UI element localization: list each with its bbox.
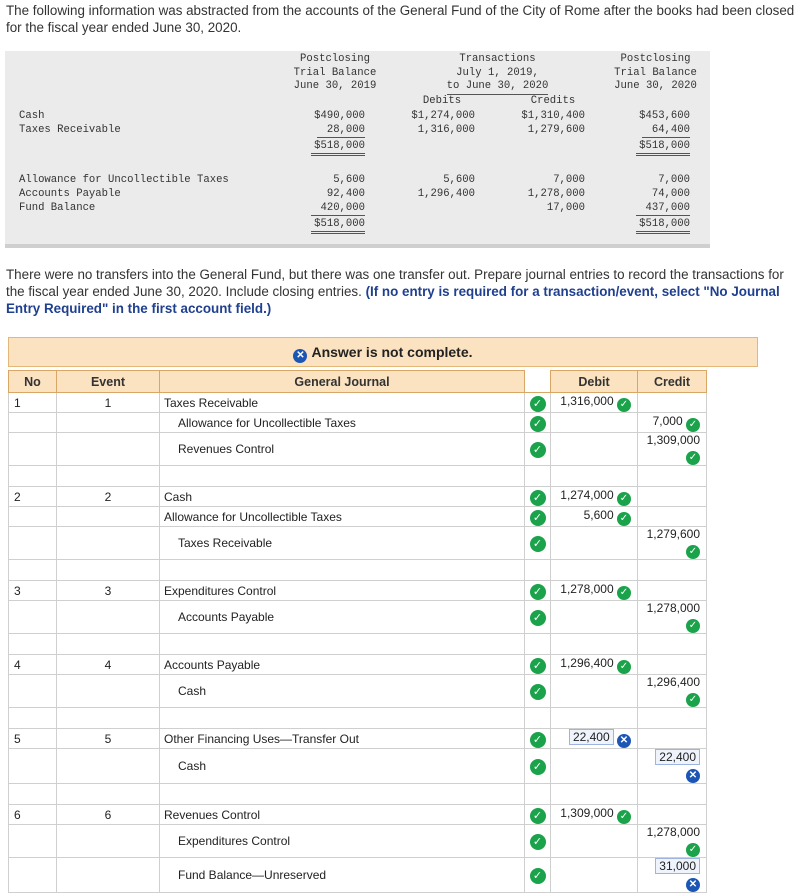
- tb-pre-total-debits: $518,000: [311, 139, 365, 156]
- blank-cell: [160, 708, 525, 729]
- credit-amount: 1,278,000: [646, 601, 700, 615]
- journal-row: [9, 527, 707, 560]
- blank-cell: [551, 784, 638, 805]
- tb-dr-cash: $1,274,000: [411, 110, 475, 122]
- debit-field[interactable]: [551, 487, 638, 507]
- debit-field[interactable]: [551, 729, 638, 749]
- account-field[interactable]: Expenditures Control: [160, 825, 525, 858]
- check-icon: ✓: [530, 610, 546, 626]
- tb-pre-total-credits: $518,000: [311, 217, 365, 234]
- account-field[interactable]: Revenues Control: [160, 433, 525, 466]
- tb-pre-allowance: 5,600: [333, 174, 365, 186]
- error-x-icon: ✕: [686, 769, 700, 783]
- check-icon: ✓: [530, 808, 546, 824]
- debit-amount: 1,309,000: [560, 805, 614, 820]
- event-cell[interactable]: [57, 749, 160, 784]
- account-field[interactable]: Expenditures Control: [160, 581, 525, 601]
- entry-number: [9, 749, 57, 784]
- event-cell[interactable]: 5: [57, 729, 160, 749]
- entry-number: 5: [9, 729, 57, 749]
- entry-number: [9, 413, 57, 433]
- entry-number: 3: [9, 581, 57, 601]
- check-icon: ✓: [617, 512, 631, 526]
- blank-cell: [9, 708, 57, 729]
- event-cell[interactable]: [57, 825, 160, 858]
- error-x-icon: ✕: [686, 878, 700, 892]
- event-cell[interactable]: 1: [57, 393, 160, 413]
- account-status: [525, 527, 551, 560]
- check-icon: ✓: [686, 545, 700, 559]
- tb-cr-taxes-receivable: 1,279,600: [527, 124, 585, 136]
- credit-field[interactable]: [638, 729, 707, 749]
- debit-field[interactable]: [551, 825, 638, 858]
- debit-amount: 1,274,000: [560, 487, 614, 502]
- post-header-line1: Postclosing: [620, 53, 691, 65]
- tb-dr-accounts-payable: 1,296,400: [417, 188, 475, 200]
- check-icon: ✓: [617, 492, 631, 506]
- check-icon: ✓: [530, 868, 546, 884]
- blank-cell: [638, 466, 707, 487]
- trans-header-line1: Transactions: [459, 53, 536, 65]
- journal-row: [9, 433, 707, 466]
- post-header: [603, 53, 708, 94]
- check-icon: ✓: [530, 490, 546, 506]
- check-icon: ✓: [686, 693, 700, 707]
- account-status: [525, 413, 551, 433]
- account-field[interactable]: Accounts Payable: [160, 601, 525, 634]
- account-field[interactable]: Cash: [160, 749, 525, 784]
- blank-cell: [9, 784, 57, 805]
- blank-cell: [525, 784, 551, 805]
- account-field[interactable]: Cash: [160, 675, 525, 708]
- account-status: [525, 433, 551, 466]
- col-no: No: [9, 371, 57, 393]
- journal-row: [9, 581, 707, 601]
- trans-header: [400, 53, 595, 95]
- blank-cell: [57, 784, 160, 805]
- journal-row-blank: [9, 634, 707, 655]
- credit-field[interactable]: [638, 527, 707, 560]
- post-header-line3: June 30, 2020: [614, 80, 697, 92]
- trial-balance-panel: [5, 51, 710, 247]
- check-icon: ✓: [617, 660, 631, 674]
- blank-cell: [551, 708, 638, 729]
- check-icon: ✓: [530, 684, 546, 700]
- check-icon: ✓: [686, 418, 700, 432]
- blank-cell: [57, 708, 160, 729]
- entry-number: [9, 675, 57, 708]
- check-icon: ✓: [530, 732, 546, 748]
- check-icon: ✓: [686, 843, 700, 857]
- tb-label-cash: Cash: [19, 110, 45, 122]
- debit-field[interactable]: [551, 507, 638, 527]
- trans-header-line2: July 1, 2019,: [456, 66, 539, 79]
- debit-field[interactable]: [551, 581, 638, 601]
- instructions: [6, 266, 796, 317]
- error-x-icon: ✕: [617, 734, 631, 748]
- tb-post-accounts-payable: 74,000: [651, 188, 690, 200]
- credit-amount: 22,400: [655, 749, 700, 765]
- account-status: [525, 487, 551, 507]
- tb-dr-allowance: 5,600: [443, 174, 475, 186]
- event-cell[interactable]: 4: [57, 655, 160, 675]
- tb-label-taxes-receivable: Taxes Receivable: [19, 124, 121, 136]
- account-status: [525, 507, 551, 527]
- status-banner: [8, 337, 758, 367]
- entry-number: [9, 825, 57, 858]
- credit-amount: 1,309,000: [646, 433, 700, 447]
- journal-row: [9, 655, 707, 675]
- tb-post-total-credits: $518,000: [636, 217, 690, 234]
- journal-row: [9, 601, 707, 634]
- debit-field[interactable]: [551, 655, 638, 675]
- pre-header: [275, 53, 395, 94]
- tb-cr-fund-balance: 17,000: [546, 202, 585, 214]
- instructions-bold-note: (If no entry is required for a transaction/event, select "No Journal Entry Required" in the first account field.): [6, 284, 780, 316]
- debit-field[interactable]: [551, 393, 638, 413]
- debit-amount: 1,296,400: [560, 655, 614, 670]
- blank-cell: [160, 784, 525, 805]
- credit-field[interactable]: [638, 655, 707, 675]
- check-icon: ✓: [530, 658, 546, 674]
- account-status: [525, 805, 551, 825]
- credit-field[interactable]: [638, 393, 707, 413]
- tb-post-taxes-receivable: 64,400: [642, 123, 690, 138]
- entry-number: 1: [9, 393, 57, 413]
- debit-amount: 5,600: [583, 507, 614, 522]
- credit-field[interactable]: [638, 507, 707, 527]
- debit-field[interactable]: [551, 858, 638, 893]
- check-icon: ✓: [686, 619, 700, 633]
- account-field[interactable]: Taxes Receivable: [160, 393, 525, 413]
- account-status: [525, 601, 551, 634]
- blank-cell: [525, 708, 551, 729]
- debit-field[interactable]: [551, 527, 638, 560]
- credit-amount: 1,279,600: [646, 527, 700, 541]
- account-field[interactable]: Accounts Payable: [160, 655, 525, 675]
- account-field[interactable]: Taxes Receivable: [160, 527, 525, 560]
- blank-cell: [638, 560, 707, 581]
- col-general-journal: General Journal: [160, 371, 525, 393]
- blank-cell: [160, 560, 525, 581]
- blank-cell: [57, 466, 160, 487]
- debit-amount: 1,316,000: [560, 393, 614, 408]
- pre-header-line1: Postclosing: [300, 53, 370, 65]
- credit-field[interactable]: [638, 487, 707, 507]
- blank-cell: [160, 466, 525, 487]
- check-icon: ✓: [530, 396, 546, 412]
- credit-field[interactable]: [638, 749, 707, 784]
- credits-header: Credits: [530, 95, 576, 107]
- check-icon: ✓: [530, 834, 546, 850]
- credit-field[interactable]: [638, 675, 707, 708]
- debit-field[interactable]: [551, 601, 638, 634]
- credit-field[interactable]: [638, 858, 707, 893]
- journal-row-blank: [9, 708, 707, 729]
- blank-cell: [9, 466, 57, 487]
- entry-number: 4: [9, 655, 57, 675]
- blank-cell: [525, 466, 551, 487]
- account-status: [525, 675, 551, 708]
- event-cell[interactable]: 3: [57, 581, 160, 601]
- journal-row-blank: [9, 560, 707, 581]
- journal-row-blank: [9, 466, 707, 487]
- credit-field[interactable]: [638, 601, 707, 634]
- blank-cell: [638, 708, 707, 729]
- blank-cell: [638, 784, 707, 805]
- col-credit: Credit: [638, 371, 707, 393]
- event-cell[interactable]: [57, 601, 160, 634]
- tb-cr-cash: $1,310,400: [521, 110, 585, 122]
- journal-row-blank: [9, 784, 707, 805]
- pre-header-line3: June 30, 2019: [293, 80, 377, 92]
- account-field[interactable]: Cash: [160, 487, 525, 507]
- account-status: [525, 858, 551, 893]
- check-icon: ✓: [617, 398, 631, 412]
- journal-row: [9, 825, 707, 858]
- panel-shadow: [5, 244, 710, 248]
- tb-label-allowance: Allowance for Uncollectible Taxes: [19, 174, 229, 186]
- account-status: [525, 655, 551, 675]
- credit-field[interactable]: [638, 433, 707, 466]
- account-field[interactable]: Allowance for Uncollectible Taxes: [160, 507, 525, 527]
- event-cell[interactable]: [57, 433, 160, 466]
- blank-cell: [525, 634, 551, 655]
- debit-field[interactable]: [551, 749, 638, 784]
- post-header-line2: Trial Balance: [614, 66, 697, 79]
- entry-number: 2: [9, 487, 57, 507]
- entry-number: [9, 433, 57, 466]
- event-cell[interactable]: [57, 507, 160, 527]
- journal-row: [9, 393, 707, 413]
- tb-post-fund-balance: 437,000: [636, 201, 690, 216]
- account-status: [525, 825, 551, 858]
- instructions-text: There were no transfers into the General Fund, but there was one transfer out. Prepare journal entries to record the transactions for the fiscal year ended June 30, 2020. Include closing entries.: [6, 267, 784, 299]
- event-cell[interactable]: [57, 675, 160, 708]
- credit-amount: 7,000: [652, 413, 683, 428]
- journal-row: [9, 507, 707, 527]
- tb-dr-taxes-receivable: 1,316,000: [417, 124, 475, 136]
- account-status: [525, 393, 551, 413]
- tb-pre-taxes-receivable: 28,000: [317, 123, 365, 138]
- tb-pre-accounts-payable: 92,400: [326, 188, 365, 200]
- blank-cell: [57, 560, 160, 581]
- event-cell[interactable]: [57, 413, 160, 433]
- tb-post-total-debits: $518,000: [636, 139, 690, 156]
- account-field[interactable]: Other Financing Uses—Transfer Out: [160, 729, 525, 749]
- error-x-icon: ✕: [293, 349, 307, 363]
- blank-cell: [638, 634, 707, 655]
- journal-row: [9, 487, 707, 507]
- account-status: [525, 581, 551, 601]
- event-cell[interactable]: 2: [57, 487, 160, 507]
- credit-field[interactable]: [638, 825, 707, 858]
- tb-cr-accounts-payable: 1,278,000: [527, 188, 585, 200]
- debit-field[interactable]: [551, 433, 638, 466]
- entry-number: 6: [9, 805, 57, 825]
- credit-amount: 31,000: [655, 858, 700, 874]
- journal-row: [9, 749, 707, 784]
- entry-number: [9, 507, 57, 527]
- tb-post-cash: $453,600: [639, 110, 690, 122]
- blank-cell: [9, 634, 57, 655]
- check-icon: ✓: [530, 442, 546, 458]
- credit-field[interactable]: [638, 413, 707, 433]
- debit-field[interactable]: [551, 805, 638, 825]
- blank-cell: [525, 560, 551, 581]
- check-icon: ✓: [530, 584, 546, 600]
- account-field[interactable]: Allowance for Uncollectible Taxes: [160, 413, 525, 433]
- intro-text: The following information was abstracted from the accounts of the General Fund of the City of Rome after the books had been closed for the fiscal year ended June 30, 2020.: [6, 3, 795, 35]
- event-cell[interactable]: [57, 527, 160, 560]
- debit-field[interactable]: [551, 413, 638, 433]
- credit-field[interactable]: [638, 581, 707, 601]
- col-check: [525, 371, 551, 393]
- event-cell[interactable]: 6: [57, 805, 160, 825]
- blank-cell: [551, 634, 638, 655]
- account-field[interactable]: Fund Balance—Unreserved: [160, 858, 525, 893]
- debit-amount: 22,400: [569, 729, 614, 745]
- blank-cell: [551, 560, 638, 581]
- tb-label-fund-balance: Fund Balance: [19, 202, 96, 214]
- tb-label-accounts-payable: Accounts Payable: [19, 188, 121, 200]
- journal-row: [9, 413, 707, 433]
- journal-row: [9, 675, 707, 708]
- tb-pre-cash: $490,000: [314, 110, 365, 122]
- col-event: Event: [57, 371, 160, 393]
- pre-header-line2: Trial Balance: [293, 66, 377, 79]
- status-banner-text: Answer is not complete.: [311, 344, 473, 360]
- blank-cell: [160, 634, 525, 655]
- check-icon: ✓: [530, 759, 546, 775]
- entry-number: [9, 858, 57, 893]
- debit-field[interactable]: [551, 675, 638, 708]
- journal-row: [9, 858, 707, 893]
- blank-cell: [57, 634, 160, 655]
- account-status: [525, 749, 551, 784]
- account-status: [525, 729, 551, 749]
- check-icon: ✓: [617, 586, 631, 600]
- journal-table: [8, 370, 707, 893]
- check-icon: ✓: [530, 510, 546, 526]
- blank-cell: [551, 466, 638, 487]
- entry-number: [9, 601, 57, 634]
- debit-amount: 1,278,000: [560, 581, 614, 596]
- credit-amount: 1,296,400: [646, 675, 700, 689]
- tb-pre-fund-balance: 420,000: [311, 201, 365, 216]
- check-icon: ✓: [617, 810, 631, 824]
- journal-row: [9, 729, 707, 749]
- col-debit: Debit: [551, 371, 638, 393]
- trans-header-line3: to June 30, 2020: [447, 80, 549, 95]
- journal-row: [9, 805, 707, 825]
- credit-field[interactable]: [638, 805, 707, 825]
- check-icon: ✓: [686, 451, 700, 465]
- entry-number: [9, 527, 57, 560]
- check-icon: ✓: [530, 416, 546, 432]
- account-field[interactable]: Revenues Control: [160, 805, 525, 825]
- tb-cr-allowance: 7,000: [553, 174, 585, 186]
- tb-post-allowance: 7,000: [658, 174, 690, 186]
- credit-amount: 1,278,000: [646, 825, 700, 839]
- debits-header: Debits: [422, 95, 462, 107]
- event-cell[interactable]: [57, 858, 160, 893]
- check-icon: ✓: [530, 536, 546, 552]
- blank-cell: [9, 560, 57, 581]
